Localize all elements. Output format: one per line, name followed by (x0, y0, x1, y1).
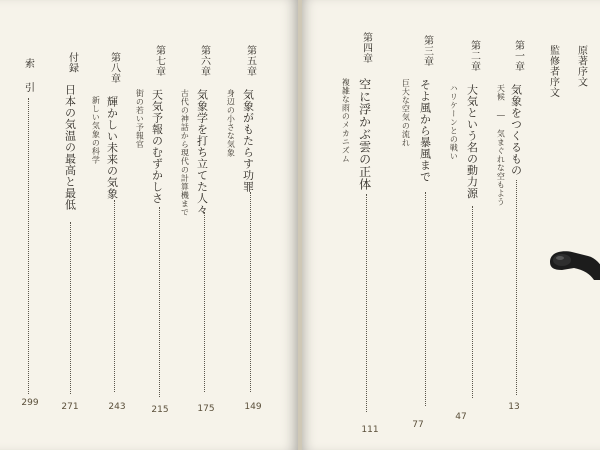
appendix-leader (70, 222, 71, 394)
chapter-2-title: 大気という名の動力源 (465, 84, 479, 199)
chapter-6-leader (204, 212, 205, 392)
right-page (300, 0, 600, 450)
chapter-1-title: 気象をつくるもの (509, 84, 523, 176)
chapter-3-label: 第三章 (421, 35, 433, 67)
chapter-8-page: 243 (108, 402, 126, 412)
chapter-4-label: 第四章 (360, 32, 372, 64)
chapter-7-label: 第七章 (153, 45, 165, 77)
chapter-1-subtitle: 天候 ― 気まぐれな空もよう (496, 84, 506, 206)
chapter-7-page: 215 (151, 405, 169, 415)
chapter-4-page: 111 (361, 425, 379, 435)
chapter-3-page: 77 (412, 420, 424, 430)
chapter-2-leader (472, 206, 473, 398)
chapter-8-label: 第八章 (108, 52, 120, 84)
chapter-6-label: 第六章 (198, 45, 210, 77)
chapter-8-title: 輝かしい未来の気象 (105, 96, 119, 200)
chapter-7-title: 天気予報のむずかしさ (150, 89, 164, 204)
chapter-3-leader (425, 192, 426, 406)
chapter-8-leader (114, 200, 115, 392)
chapter-2-page: 47 (455, 412, 467, 422)
index-leader (28, 98, 29, 394)
chapter-5-page: 149 (244, 402, 262, 412)
chapter-6-subtitle: 古代の神話から現代の計算機まで (180, 89, 190, 217)
left-page (0, 0, 298, 450)
chapter-7-subtitle: 街の若い予報官 (135, 89, 145, 149)
chapter-1-label: 第一章 (512, 40, 524, 72)
chapter-3-subtitle: 巨大な空気の流れ (401, 79, 411, 147)
chapter-2-label: 第二章 (468, 40, 480, 72)
chapter-1-leader (516, 180, 517, 395)
toc-original-preface: 原著序文 (575, 45, 587, 87)
chapter-4-subtitle: 複雑な雨のメカニズム (341, 78, 351, 163)
chapter-2-subtitle: ハリケーンとの戦い (449, 84, 459, 161)
chapter-4-leader (366, 194, 367, 412)
chapter-6-page: 175 (197, 404, 215, 414)
book-clip (548, 240, 600, 280)
chapter-8-subtitle: 新しい気象の科学 (91, 96, 101, 164)
chapter-7-leader (159, 207, 160, 397)
appendix-page: 271 (61, 402, 79, 412)
chapter-5-label: 第五章 (244, 45, 256, 77)
chapter-5-leader (250, 192, 251, 392)
index-page: 299 (21, 398, 39, 408)
chapter-4-title: 空に浮かぶ雲の正体 (357, 78, 372, 191)
toc-supervisor-preface: 監修者序文 (547, 45, 559, 98)
index-label: 索引 (22, 58, 34, 106)
appendix-label: 付録 (66, 52, 78, 73)
appendix-title: 日本の気温の最高と最低 (63, 84, 77, 211)
chapter-5-title: 気象がもたらす功罪 (241, 89, 255, 193)
chapter-5-subtitle: 身辺の小さな気象 (226, 89, 236, 157)
chapter-1-page: 13 (508, 402, 520, 412)
chapter-3-title: そよ風から暴風まで (418, 79, 432, 183)
chapter-6-title: 気象学を打ち立てた人々 (195, 89, 209, 216)
